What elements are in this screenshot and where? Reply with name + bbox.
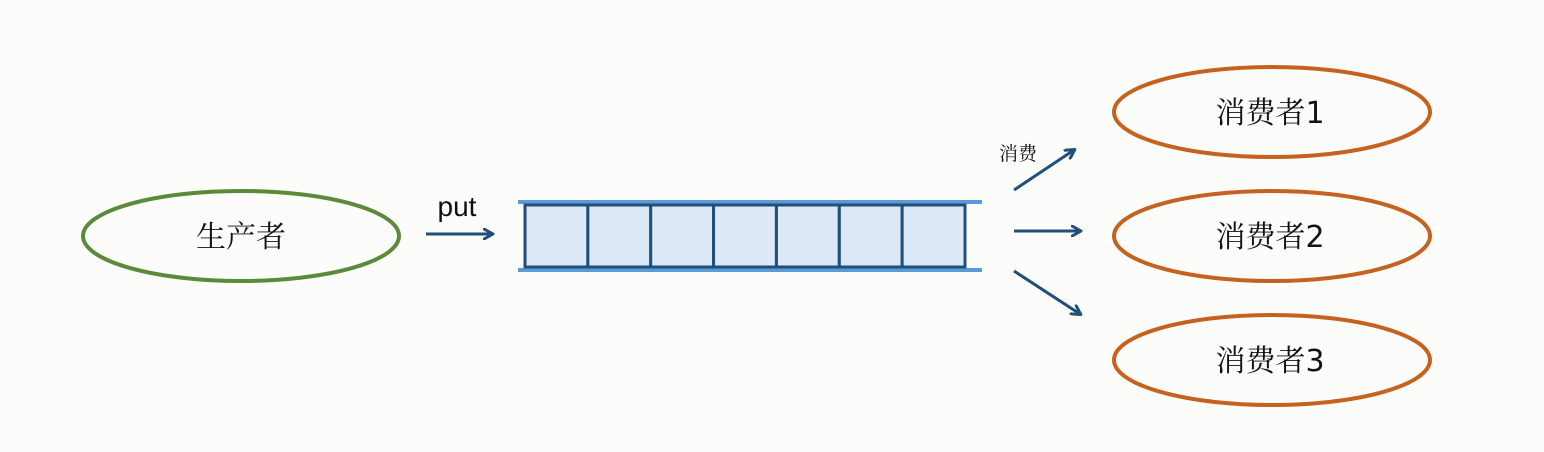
consumer-node-2 [1114,191,1430,281]
consume-edges [999,143,1080,314]
producer-label: 生产者 [196,220,286,255]
put-edge [426,191,492,234]
queue-slot-2 [588,205,651,267]
queue-slot-3 [651,205,714,267]
put-label: put [437,191,477,222]
queue [518,202,982,270]
consume-arrow-3 [1014,271,1080,314]
consumer-label-2: 消费者2 [1215,220,1325,255]
consumer-node-1 [1114,67,1430,157]
queue-slot-7 [902,205,965,267]
queue-slot-6 [839,205,902,267]
queue-slot-4 [714,205,777,267]
producer-node [83,191,399,281]
queue-slots [525,205,965,267]
queue-slot-5 [776,205,839,267]
consumer-node-3 [1114,315,1430,405]
queue-slot-1 [525,205,588,267]
consume-label: 消费 [998,143,1038,165]
consumer-label-1: 消费者1 [1215,96,1325,131]
consumer-label-3: 消费者3 [1215,344,1325,379]
